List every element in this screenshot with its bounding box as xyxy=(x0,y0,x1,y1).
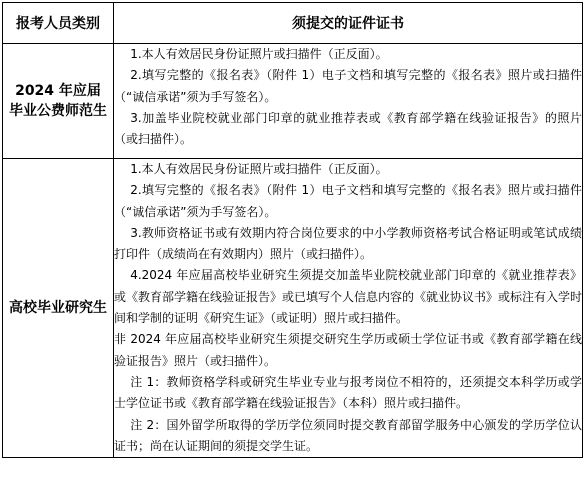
document-note: 注 2：国外留学所取得的学历学位须同时提交教育部留学服务中心颁发的学历学位认证书；尚在认证期间的须提交学生证。 xyxy=(114,417,582,453)
table-row-graduate-students xyxy=(3,159,583,458)
table-header-row xyxy=(3,3,583,44)
document-item: 3.教师资格证书或有效期内符合岗位要求的中小学教师资格考试合格证明或笔试成绩打印件（成绩尚在有效期内）照片（或扫描件）。 xyxy=(114,225,582,262)
document-item: 2.填写完整的《报名表》（附件 1）电子文档和填写完整的《报名表》照片或扫描件（“诚信承诺”须为手写签名）。 xyxy=(114,183,582,219)
document-item: 2.填写完整的《报名表》（附件 1）电子文档和填写完整的《报名表》照片或扫描件（“诚信承诺”须为手写签名）。 xyxy=(114,68,582,104)
document-item: 非 2024 年应届高校毕业研究生须提交研究生学历或硕士学位证书或《教育部学籍在线验证报告》照片（或扫描件）。 xyxy=(114,332,582,368)
document-item: 1.本人有效居民身份证照片或扫描件（正反面）。 xyxy=(130,162,388,176)
category-line: 高校毕业研究生 xyxy=(9,300,107,317)
category-line: 毕业公费师范生 xyxy=(9,103,107,119)
header-category: 报考人员类别 xyxy=(3,3,114,44)
category-cell xyxy=(3,44,114,159)
documents-cell xyxy=(114,159,583,458)
documents-cell xyxy=(114,44,583,159)
category-cell xyxy=(3,159,114,458)
document-note: 注 1：教师资格学科或研究生毕业专业与报考岗位不相符的，还须提交本科学历或学士学位证书或《教育部学籍在线验证报告》（本科）照片或扫描件。 xyxy=(114,374,582,411)
category-line: 2024 年应届 xyxy=(15,83,101,99)
document-item: 1.本人有效居民身份证照片或扫描件（正反面）。 xyxy=(130,47,388,61)
header-documents: 须提交的证件证书 xyxy=(114,3,583,44)
table-row-normal-graduates xyxy=(3,44,583,159)
document-item: 4.2024 年应届高校毕业研究生须提交加盖毕业院校就业部门印章的《就业推荐表》或《教育部学籍在线验证报告》或已填写个人信息内容的《就业协议书》或标注有入学时间和学制的证明《研究生证》（或证明）照片或扫描件。 xyxy=(114,268,583,326)
requirements-table xyxy=(2,2,583,458)
document-item: 3.加盖毕业院校就业部门印章的就业推荐表或《教育部学籍在线验证报告》的照片（或扫描件）。 xyxy=(114,110,582,147)
